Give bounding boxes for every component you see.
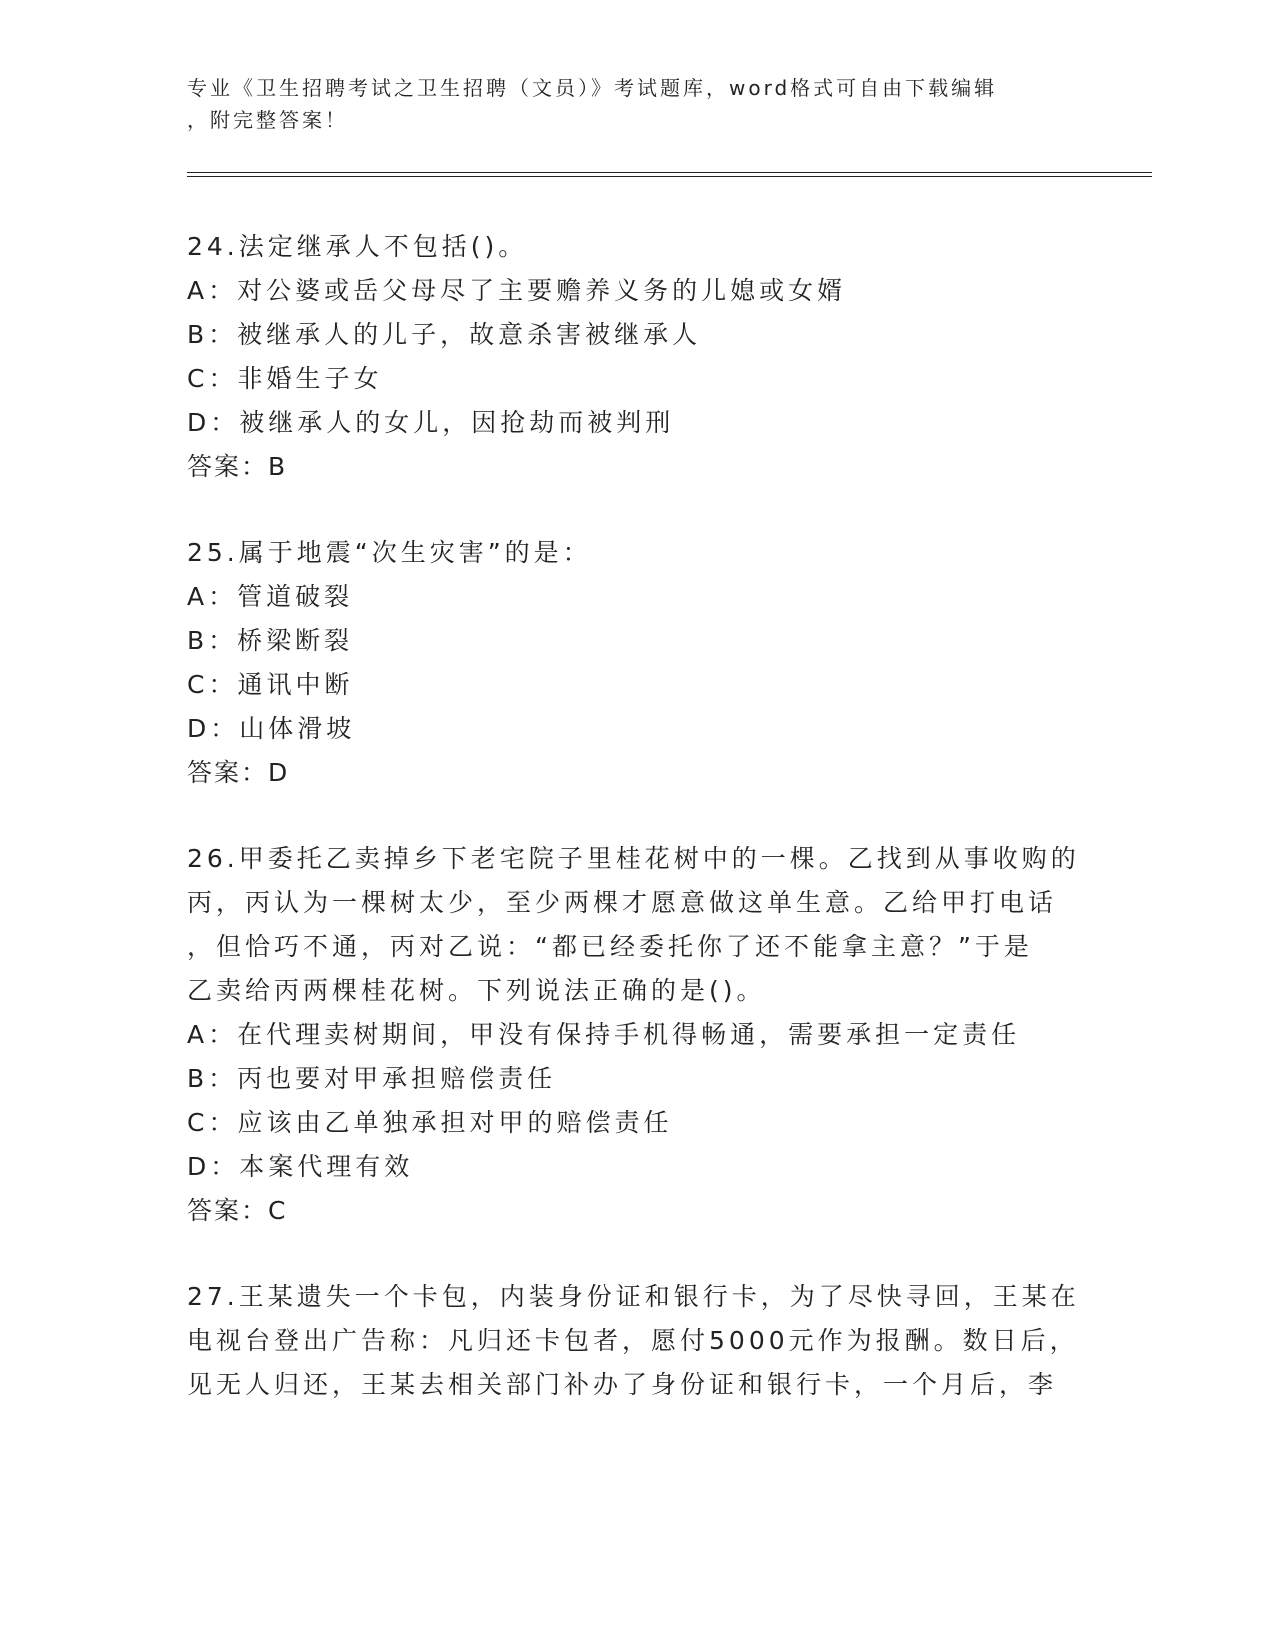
question-25-answer: 答案：D bbox=[187, 758, 290, 787]
question-26-option-a: A：在代理卖树期间，甲没有保持手机得畅通，需要承担一定责任 bbox=[187, 1020, 1021, 1049]
question-26-option-c: C：应该由乙单独承担对甲的赔偿责任 bbox=[187, 1108, 673, 1137]
question-26-stem-line-1: 26.甲委托乙卖掉乡下老宅院子里桂花树中的一棵。乙找到从事收购的 bbox=[187, 844, 1080, 873]
question-24-option-d: D：被继承人的女儿，因抢劫而被判刑 bbox=[187, 408, 675, 437]
question-25-option-c: C：通讯中断 bbox=[187, 670, 354, 699]
question-25-option-a: A：管道破裂 bbox=[187, 582, 354, 611]
question-26-stem-line-4: 乙卖给丙两棵桂花树。下列说法正确的是()。 bbox=[187, 976, 766, 1005]
question-25-option-b: B：桥梁断裂 bbox=[187, 626, 354, 655]
question-27-stem-line-2: 电视台登出广告称：凡归还卡包者，愿付5000元作为报酬。数日后， bbox=[187, 1326, 1079, 1355]
question-26-stem-line-2: 丙，丙认为一棵树太少，至少两棵才愿意做这单生意。乙给甲打电话 bbox=[187, 888, 1058, 917]
question-26-stem-line-3: ，但恰巧不通，丙对乙说：“都已经委托你了还不能拿主意？”于是 bbox=[187, 932, 1033, 961]
question-26-answer: 答案：C bbox=[187, 1196, 288, 1225]
question-24-stem: 24.法定继承人不包括()。 bbox=[187, 232, 528, 261]
question-25-stem: 25.属于地震“次生灾害”的是： bbox=[187, 538, 592, 567]
header-rule-top bbox=[187, 172, 1152, 173]
question-24-option-a: A：对公婆或岳父母尽了主要赡养义务的儿媳或女婿 bbox=[187, 276, 847, 305]
question-24-option-c: C：非婚生子女 bbox=[187, 364, 383, 393]
question-24-option-b: B：被继承人的儿子，故意杀害被继承人 bbox=[187, 320, 702, 349]
header-line-1: 专业《卫生招聘考试之卫生招聘（文员）》考试题库，word格式可自由下载编辑 bbox=[187, 76, 998, 100]
question-27-stem-line-1: 27.王某遗失一个卡包，内装身份证和银行卡，为了尽快寻回，王某在 bbox=[187, 1282, 1080, 1311]
question-26-option-b: B：丙也要对甲承担赔偿责任 bbox=[187, 1064, 557, 1093]
question-24-answer: 答案：B bbox=[187, 452, 288, 481]
header-rule-bottom bbox=[187, 176, 1152, 177]
header-line-2: ，附完整答案！ bbox=[187, 108, 348, 132]
question-27-stem-line-3: 见无人归还，王某去相关部门补办了身份证和银行卡，一个月后，李 bbox=[187, 1370, 1058, 1399]
question-25-option-d: D：山体滑坡 bbox=[187, 714, 356, 743]
question-26-option-d: D：本案代理有效 bbox=[187, 1152, 414, 1181]
